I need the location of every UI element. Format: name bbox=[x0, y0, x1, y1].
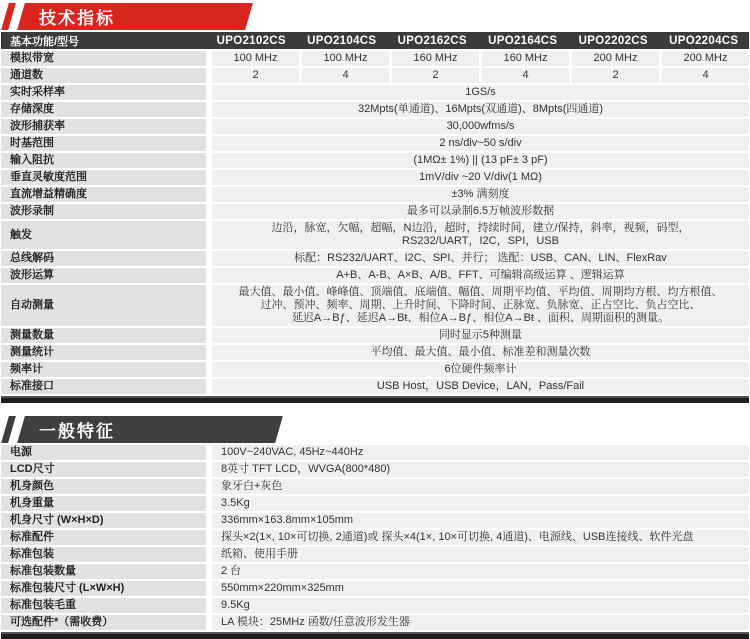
model-value-cell: 2 bbox=[212, 68, 299, 83]
spec-value-line: 同时显示5种测量 bbox=[438, 329, 523, 341]
section-end-bar bbox=[1, 632, 749, 639]
general-features-section bbox=[1, 416, 749, 639]
models-header-label: 基本功能/型号 bbox=[10, 35, 80, 48]
spec-row bbox=[1, 251, 749, 266]
feature-value: 纸箱、使用手册 bbox=[212, 547, 749, 562]
row-values bbox=[212, 68, 749, 83]
feature-row bbox=[1, 479, 749, 494]
row-values bbox=[212, 85, 749, 100]
general-features-rows bbox=[1, 445, 749, 630]
row-values bbox=[212, 462, 749, 477]
row-values bbox=[212, 285, 749, 326]
row-label: LCD尺寸 bbox=[1, 462, 206, 477]
feature-value: 2 台 bbox=[212, 564, 749, 579]
spec-value bbox=[212, 362, 749, 377]
spec-value bbox=[212, 221, 749, 249]
row-label: 总线解码 bbox=[1, 251, 206, 266]
spec-value-line: 延迟A→Bƒ、延迟A→Bŧ、相位A→Bƒ、相位A→Bŧ 、面积、周期面积的测量。 bbox=[291, 312, 670, 324]
spec-value bbox=[212, 345, 749, 360]
row-label: 垂直灵敏度范围 bbox=[1, 170, 206, 185]
row-label: 实时采样率 bbox=[1, 85, 206, 100]
banner-ribbon bbox=[17, 3, 253, 30]
row-label: 机身颜色 bbox=[1, 479, 206, 494]
spec-value-line: 过冲、预冲、频率、周期、上升时间、下降时间、正脉宽、负脉宽、正占空比、负占空比、 bbox=[260, 299, 701, 311]
row-values bbox=[212, 170, 749, 185]
spec-value-line: 平均值、最大值、最小值、标准差和测量次数 bbox=[370, 346, 591, 358]
row-label: 模拟带宽 bbox=[1, 51, 206, 66]
spec-row bbox=[1, 221, 749, 249]
spec-row bbox=[1, 362, 749, 377]
spec-value bbox=[212, 153, 749, 168]
model-header: UPO2162CS bbox=[397, 34, 467, 47]
row-values bbox=[212, 547, 749, 562]
model-value-cell: 100 MHz bbox=[302, 51, 389, 66]
model-value-cell: 200 MHz bbox=[572, 51, 659, 66]
spec-value-line: (1MΩ± 1%) || (13 pF± 3 pF) bbox=[413, 154, 548, 166]
row-values bbox=[212, 445, 749, 460]
section-end-bar bbox=[1, 396, 749, 403]
spec-value bbox=[212, 187, 749, 202]
spec-value bbox=[212, 328, 749, 343]
row-values bbox=[212, 119, 749, 134]
spec-row bbox=[1, 285, 749, 326]
row-values bbox=[212, 479, 749, 494]
spec-row bbox=[1, 204, 749, 219]
banner-sliver-decoration bbox=[1, 3, 16, 30]
model-header: UPO2104CS bbox=[307, 34, 377, 47]
row-label: 波形录制 bbox=[1, 204, 206, 219]
feature-value: 9.5Kg bbox=[212, 598, 749, 613]
row-label: 通道数 bbox=[1, 68, 206, 83]
row-label: 标准包装尺寸 (L×W×H) bbox=[1, 581, 206, 596]
row-label: 波形运算 bbox=[1, 268, 206, 283]
row-values bbox=[212, 581, 749, 596]
row-values bbox=[212, 102, 749, 117]
row-values bbox=[212, 530, 749, 545]
model-value-cell: 4 bbox=[302, 68, 389, 83]
models-header-row bbox=[1, 32, 749, 49]
row-values bbox=[212, 513, 749, 528]
feature-value: 8英寸 TFT LCD，WVGA(800*480) bbox=[212, 462, 749, 477]
model-value-cell: 160 MHz bbox=[392, 51, 479, 66]
feature-value: 3.5Kg bbox=[212, 496, 749, 511]
spec-value-line: USB Host，USB Device，LAN，Pass/Fail bbox=[376, 380, 585, 392]
row-label: 存储深度 bbox=[1, 102, 206, 117]
feature-row bbox=[1, 564, 749, 579]
model-header: UPO2202CS bbox=[578, 34, 648, 47]
row-values bbox=[212, 204, 749, 219]
row-values bbox=[212, 362, 749, 377]
section-title: 技术指标 bbox=[39, 9, 115, 28]
row-values bbox=[212, 268, 749, 283]
model-header: UPO2164CS bbox=[488, 34, 558, 47]
feature-row bbox=[1, 547, 749, 562]
model-value-cell: 100 MHz bbox=[212, 51, 299, 66]
model-header: UPO2102CS bbox=[216, 34, 286, 47]
feature-value: 336mm×163.8mm×105mm bbox=[212, 513, 749, 528]
spec-row bbox=[1, 187, 749, 202]
row-values bbox=[212, 187, 749, 202]
row-label: 输入阻抗 bbox=[1, 153, 206, 168]
row-label: 波形捕获率 bbox=[1, 119, 206, 134]
row-label: 触发 bbox=[1, 221, 206, 249]
row-label: 电源 bbox=[1, 445, 206, 460]
feature-row bbox=[1, 462, 749, 477]
model-value-cell: 160 MHz bbox=[482, 51, 569, 66]
spec-value bbox=[212, 251, 749, 266]
spec-row bbox=[1, 153, 749, 168]
spec-row bbox=[1, 170, 749, 185]
row-values bbox=[212, 615, 749, 630]
spec-value-line: 6位硬件频率计 bbox=[444, 363, 517, 375]
feature-value: LA 模块：25MHz 函数/任意波形发生器 bbox=[212, 615, 749, 630]
spec-value bbox=[212, 268, 749, 283]
spec-value-line: RS232/UART，I2C，SPI，USB bbox=[402, 235, 559, 247]
spec-value-line: 1GS/s bbox=[465, 86, 496, 98]
spec-row bbox=[1, 102, 749, 117]
spec-value-line: ±3% 满刻度 bbox=[451, 188, 510, 200]
feature-row bbox=[1, 445, 749, 460]
row-values bbox=[212, 221, 749, 249]
row-values bbox=[212, 345, 749, 360]
row-label: 机身重量 bbox=[1, 496, 206, 511]
row-values bbox=[212, 496, 749, 511]
feature-value: 100V~240VAC, 45Hz~440Hz bbox=[212, 445, 749, 460]
spec-row bbox=[1, 268, 749, 283]
row-values bbox=[212, 598, 749, 613]
general-features-banner bbox=[1, 416, 749, 443]
banner-ribbon bbox=[17, 416, 283, 443]
spec-value bbox=[212, 170, 749, 185]
model-value-cell: 2 bbox=[392, 68, 479, 83]
row-label: 可选配件*（需收费） bbox=[1, 615, 206, 630]
row-label: 标准包装 bbox=[1, 547, 206, 562]
spec-value-line: 最大值、最小值、峰峰值、顶端值、底端值、幅值、周期平均值、平均值、周期均方根、均方根值、 bbox=[238, 286, 723, 298]
row-values bbox=[212, 153, 749, 168]
spec-value bbox=[212, 204, 749, 219]
spec-row bbox=[1, 345, 749, 360]
section-gap bbox=[1, 403, 749, 416]
banner-sliver-decoration bbox=[1, 416, 16, 443]
spec-value-line: 30,000wfms/s bbox=[446, 120, 515, 132]
spec-row bbox=[1, 328, 749, 343]
spec-value bbox=[212, 136, 749, 151]
row-label: 机身尺寸 (W×H×D) bbox=[1, 513, 206, 528]
row-label: 时基范围 bbox=[1, 136, 206, 151]
spec-row bbox=[1, 68, 749, 83]
model-header: UPO2204CS bbox=[669, 34, 739, 47]
model-value-cell: 2 bbox=[572, 68, 659, 83]
spec-row bbox=[1, 119, 749, 134]
row-label: 标准配件 bbox=[1, 530, 206, 545]
feature-row bbox=[1, 530, 749, 545]
model-names bbox=[206, 35, 749, 47]
spec-row bbox=[1, 85, 749, 100]
model-value-cell: 4 bbox=[482, 68, 569, 83]
spec-value-line: 标配：RS232/UART、I2C、SPI、并行； 选配：USB、CAN、LIN、FlexRav bbox=[294, 252, 667, 264]
row-label: 测量数量 bbox=[1, 328, 206, 343]
model-value-cell: 200 MHz bbox=[662, 51, 749, 66]
row-label: 直流增益精确度 bbox=[1, 187, 206, 202]
spec-value bbox=[212, 119, 749, 134]
row-label: 自动测量 bbox=[1, 285, 206, 326]
spec-row bbox=[1, 379, 749, 394]
row-label: 标准接口 bbox=[1, 379, 206, 394]
row-values bbox=[212, 379, 749, 394]
row-values bbox=[212, 251, 749, 266]
feature-value: 550mm×220mm×325mm bbox=[212, 581, 749, 596]
spec-value-line: A+B、A-B、A×B、A/B、FFT、可编辑高级运算 、逻辑运算 bbox=[336, 269, 625, 281]
row-values bbox=[212, 136, 749, 151]
section-title: 一般特征 bbox=[39, 422, 115, 441]
spec-value-line: 最多可以录制6.5万帧波形数据 bbox=[406, 205, 555, 217]
spec-value bbox=[212, 379, 749, 394]
feature-row bbox=[1, 615, 749, 630]
spec-row bbox=[1, 136, 749, 151]
tech-specs-rows bbox=[1, 51, 749, 394]
row-values bbox=[212, 328, 749, 343]
spec-value bbox=[212, 102, 749, 117]
spec-value-line: 2 ns/div~50 s/div bbox=[439, 137, 522, 149]
spec-value bbox=[212, 85, 749, 100]
feature-row bbox=[1, 598, 749, 613]
row-label: 标准包装数量 bbox=[1, 564, 206, 579]
row-values bbox=[212, 51, 749, 66]
row-values bbox=[212, 564, 749, 579]
model-value-cell: 4 bbox=[662, 68, 749, 83]
feature-value: 探头×2(1×, 10×可切换, 2通道)或 探头×4(1×, 10×可切换, 4通道)、电源线、USB连接线、软件光盘 bbox=[212, 530, 749, 545]
feature-row bbox=[1, 496, 749, 511]
spec-value-line: 1mV/div ~20 V/div(1 MΩ) bbox=[419, 171, 542, 183]
feature-value: 象牙白+灰色 bbox=[212, 479, 749, 494]
spec-value bbox=[212, 285, 749, 326]
spec-value-line: 边沿，脉宽，欠幅，超幅，N边沿，超时，持续时间，建立/保持，斜率，视频，码型， bbox=[271, 222, 690, 234]
tech-specs-section bbox=[1, 3, 749, 403]
row-label: 标准包装毛重 bbox=[1, 598, 206, 613]
tech-specs-banner bbox=[1, 3, 749, 30]
row-label: 测量统计 bbox=[1, 345, 206, 360]
feature-row bbox=[1, 513, 749, 528]
feature-row bbox=[1, 581, 749, 596]
spec-value-line: 32Mpts(单通道)、16Mpts(双通道)、8Mpts(四通道) bbox=[357, 103, 604, 115]
spec-row bbox=[1, 51, 749, 66]
row-label: 频率计 bbox=[1, 362, 206, 377]
